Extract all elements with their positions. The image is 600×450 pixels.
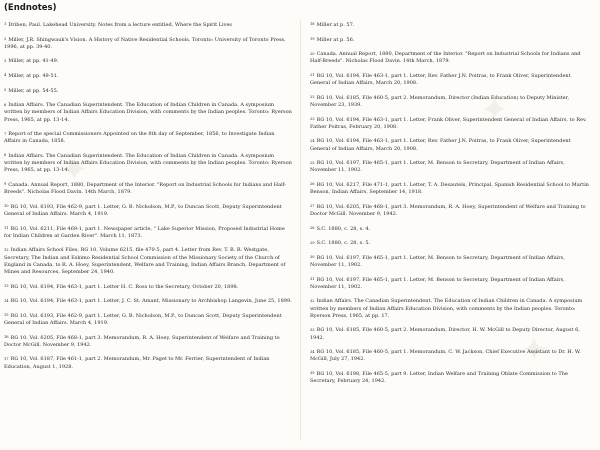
endnote-number: 24 — [310, 138, 315, 143]
endnote-text: Indian Affairs School Files, RG 10, Volume 6215, file 470-5, part 4. Letter from Rev. T. B. R. Westgate, Secretary, The Indian and Eskimo Residential School Commission of the Missionary Society of the Church of England in Canada, to R. A. Hoey, Superintendent, Welfare and Training, Indian Affairs Branch, Department of Mines and Resources, September 24, 1940. — [4, 247, 286, 275]
endnote-number: 28 — [310, 225, 315, 230]
endnote-text: S.C. 1880, c. 28, s. 5. — [316, 240, 371, 247]
endnote-item — [4, 153, 292, 175]
endnote-number: 20 — [310, 51, 315, 56]
endnote-text: Miller, at pp. 49-51. — [8, 72, 59, 79]
endnote-item — [310, 73, 592, 87]
endnote-number: 3 — [4, 58, 7, 63]
endnote-item — [310, 160, 592, 174]
endnote-item — [4, 131, 292, 145]
endnote-text: RG 10, Vol. 6185, File 460-5, part 2. Memorandum, Director, H. W. McGill to Deputy Director, August 6, 1942. — [310, 327, 580, 341]
endnote-number: 14 — [4, 298, 9, 303]
endnote-text: RG 10, Vol. 6205, File 468-1, part 3. Memorandum, R. A. Hoey, Superintendent of Welfare and Training to Doctor McGill. November 9, 1942. — [310, 203, 586, 217]
endnote-item — [310, 349, 592, 363]
column-divider — [300, 20, 301, 440]
endnote-number: 11 — [4, 225, 9, 230]
endnote-text: RG 10, Vol. 6194, File 463-1, part 1. Letter, Rev. Father J.N. Poitras, to Frank Oliver, Superintendent General of Indian Affairs, March 20, 1908. — [310, 138, 571, 152]
endnote-text: RG 10, Vol. 6197, File 465-1, part 1. Letter, M. Benson to Secretary, Department of Indian Affairs, November 11, 1902. — [310, 254, 565, 268]
endnote-item — [310, 255, 592, 269]
endnote-number: 19 — [310, 37, 315, 41]
endnote-item — [310, 117, 592, 131]
endnote-item — [310, 182, 592, 196]
endnote-number: 17 — [4, 356, 9, 361]
endnote-number: 8 — [4, 153, 7, 158]
endnote-item — [310, 226, 592, 233]
endnote-text: Canada. Annual Report, 1880, Department of the Interior. "Report on Industrial Schools for Indians and Half-Breeds". Nicholas Flood Davin. 14th March, 1879. — [310, 51, 581, 65]
endnote-text: Miller, at pp. 41-49. — [8, 58, 59, 65]
endnote-item — [310, 51, 592, 65]
endnote-text: RG 10, Vol. 6194, File 463-1, part 1. Letter, Rev. Father J.N. Poitras, to Frank Oliver, Superintendent General of Indian Affairs, March 20, 1908. — [310, 72, 571, 87]
endnote-number: 32 — [310, 298, 315, 303]
endnote-number: 16 — [4, 334, 9, 339]
endnote-number: 34 — [310, 349, 315, 354]
endnote-text: RG 10, Vol. 6198, File 465-5, part 9. Letter, Indian Welfare and Training Oblate Commission to The Secretary, February 24, 1942. — [310, 370, 568, 385]
endnote-number: 1 — [4, 22, 7, 27]
endnote-item — [4, 226, 292, 240]
endnote-text: RG 10, Vol. 6193, File 462-9, part 1. Letter, G. B. Nicholson, M.P., to Duncan Scott, Deputy Superintendent General of Indian Affairs. March 4, 1919. — [4, 203, 282, 217]
endnotes-left-column — [4, 22, 292, 378]
endnote-text: RG 10, Vol. 6185, File 460-5, part 1. Memorandum, C. W. Jackson, Chief Executive Assistant to Dr. H. W. McGill, July 27, 1942. — [310, 349, 581, 363]
endnote-number: 2 — [4, 37, 7, 41]
endnote-number: 12 — [4, 247, 9, 252]
endnote-text: S.C. 1880, c. 28, s. 4. — [316, 225, 371, 232]
endnote-number: 4 — [4, 73, 7, 78]
endnote-item — [4, 102, 292, 124]
endnote-item — [310, 277, 592, 291]
endnote-number: 35 — [310, 371, 315, 376]
endnote-item — [310, 298, 592, 320]
endnote-text: RG 10, Vol. 6205, File 468-1, part 3. Memorandum, R. A. Hoey, Superintendent of Welfare and Training to Doctor McGill. November 9, 1942. — [4, 334, 280, 348]
endnote-text: RG 10, Vol. 6211, File 469-1, part 1. Newspaper article, " Lake Superior Mission, Proposed Industrial Home for Indian Children at Garden River". March 11, 1873. — [4, 225, 285, 239]
endnote-number: 25 — [310, 160, 315, 165]
endnote-text: Indian Affairs. The Canadian Superintendent. The Education of Indian Children in Canada. A symposium written by members of Indian Affairs Education Division, with comments by the Indian peoples. Toronto: Ryerson Press, 1965, at pp. 17. — [310, 298, 583, 319]
endnote-item — [4, 298, 292, 305]
endnote-text: Miller at p. 56. — [316, 36, 355, 43]
endnote-number: 21 — [310, 73, 315, 78]
endnote-item — [4, 58, 292, 65]
endnote-text: RG 10, Vol. 6194, File 463-1, part 1. Letter, Frank Oliver, Superintendent General of Indian Affairs, to Rev. Father Poitras, February 20, 1908. — [310, 116, 587, 130]
watermark-ornament: ✦ — [60, 150, 89, 190]
endnote-number: 7 — [4, 131, 7, 136]
endnote-text: RG 10, Vol. 6197, File 465-1, part 1. Letter, M. Benson to Secretary, Department of Indian Affairs, November 11, 1902. — [310, 160, 565, 174]
endnote-number: 26 — [310, 182, 315, 187]
endnote-number: 6 — [4, 102, 7, 107]
endnote-number: 13 — [4, 283, 9, 288]
endnote-number: 31 — [310, 276, 315, 281]
endnote-item — [310, 327, 592, 341]
endnote-text: Indian Affairs. The Canadian Superintendent. The Education of Indian Children in Canada. A symposium written by members of Indian Affairs Education Division, with comments by the Indian peoples. Toronto: Ryerson Press, 1965, at pp. 13-14. — [4, 102, 292, 123]
watermark-ornament: ✦ — [480, 90, 509, 130]
endnote-item — [4, 88, 292, 95]
endnote-item — [4, 37, 292, 51]
endnote-number: 33 — [310, 327, 315, 332]
endnote-item — [310, 95, 592, 109]
endnote-number: 5 — [4, 87, 7, 92]
endnote-item — [310, 371, 592, 385]
endnote-item — [310, 22, 592, 29]
endnote-text: RG 10, Vol. 6185, File 460-5, part 2. Memorandum, Director (Indian Education) to Deputy Minister, November 23, 1939. — [310, 94, 570, 108]
endnote-text: Miller, J.R. Shingwauk's Vision. A History of Native Residential Schools. Toronto: University of Toronto Press, 1996, at pp. 39-40. — [4, 36, 286, 50]
endnote-number: 15 — [4, 313, 9, 318]
endnote-number: 29 — [310, 240, 315, 245]
endnote-item — [310, 240, 592, 247]
endnote-text: RG 10, Vol. 6187, File 461-1, part 2. Memorandum, Mr. Paget to Mr. Ferrier, Superintendent of Indian Education, August 1, 1928. — [4, 356, 270, 370]
endnote-item — [4, 204, 292, 218]
endnote-item — [4, 356, 292, 370]
endnote-number: 30 — [310, 255, 315, 260]
endnote-text: RG 10, Vol. 6194, File 463-1, part 1. Letter, J. C. St. Amant, Missionary to Archbishop Langevin, June 25, 1899. — [10, 298, 292, 305]
endnote-text: Report of the special Commissioners Appointed on the 8th day of September, 1856, to Investigate Indian Affairs in Canada, 1858. — [4, 131, 275, 145]
endnote-item — [310, 138, 592, 152]
watermark-ornament: ✦ — [520, 330, 549, 370]
endnote-item — [310, 204, 592, 218]
endnote-number: 27 — [310, 204, 315, 209]
endnote-item — [4, 73, 292, 80]
endnote-item — [310, 37, 592, 44]
endnote-item — [4, 313, 292, 327]
endnote-text: RG 10, Vol. 6194, File 463-1, part 1. Letter H. C. Ross to the Secretary, October 20, 1898. — [10, 283, 239, 290]
endnote-item — [4, 284, 292, 291]
endnote-item — [4, 22, 292, 29]
endnote-text: Miller, at pp. 54-55. — [8, 87, 59, 94]
endnote-number: 23 — [310, 116, 315, 121]
endnote-number: 9 — [4, 182, 7, 187]
endnote-text: Indian Affairs. The Canadian Superintendent. The Education of Indian Children in Canada. A symposium written by members of Indian Affairs Education Division, with comments by the Indian peoples. Toronto: Ryerson Press, 1965, at pp. 13-14. — [4, 152, 292, 174]
endnote-text: Miller at p. 57. — [316, 22, 355, 28]
endnote-item — [4, 247, 292, 276]
endnotes-right-column — [310, 22, 592, 393]
endnote-number: 22 — [310, 95, 315, 100]
endnote-text: RG 10, Vol. 6197, File 465-1, part 1. Letter, M. Benson to Secretary, Department of Indian Affairs, November 11, 1902. — [310, 276, 565, 290]
endnote-text: Canada. Annual Report, 1880, Department of the Interior. "Report on Industrial Schools for Indians and Half-Breeds". Nicholas Flood Davin. 14th March, 1879. — [4, 181, 287, 196]
endnote-text: Driben, Paul. Lakehead University. Notes from a lecture entitled, Where the Spirit Lives — [8, 22, 232, 28]
endnote-item — [4, 182, 292, 196]
endnote-text: RG 10, Vol. 6217, File 471-1, part 1. Letter, T. A. Desautels, Principal, Spanish Residential School to Martin Benson, Indian Affairs, September 14, 1918. — [310, 181, 589, 196]
endnote-text: RG 10, Vol. 6193, File 462-9, part 1. Letter, G. B. Nicholson, M.P., to Duncan Scott, Deputy Superintendent General of Indian Affairs. March 4, 1919. — [4, 312, 282, 326]
endnote-item — [4, 335, 292, 349]
endnote-number: 10 — [4, 204, 9, 209]
endnote-number: 18 — [310, 22, 315, 27]
endnotes-heading: (Endnotes) — [4, 3, 57, 13]
